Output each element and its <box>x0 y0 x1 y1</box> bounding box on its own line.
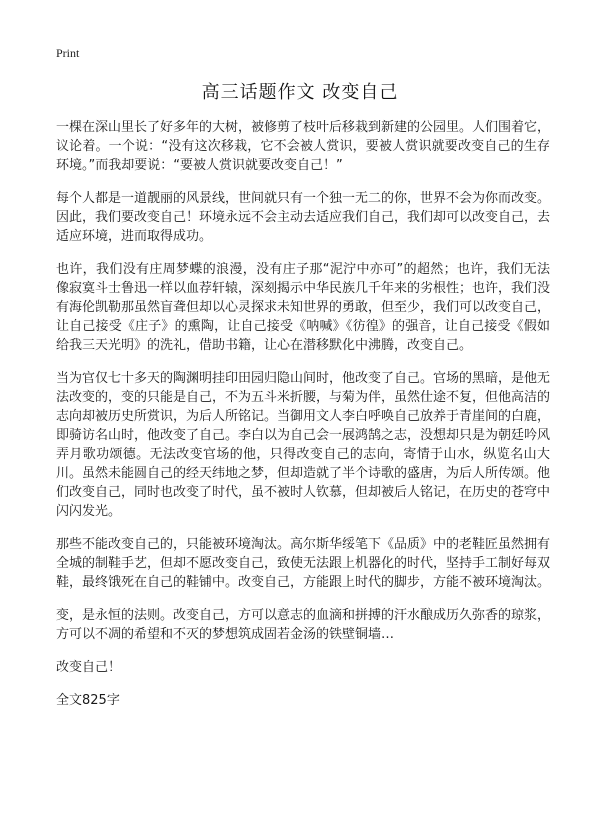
paragraph-3: 也许，我们没有庄周梦蝶的浪漫，没有庄子那“泥泞中亦可”的超然；也许，我们无法像寂寞斗士鲁迅一样以血荐轩辕，深刻揭示中华民族几千年来的劣根性；也许，我们没有海伦凯勒那虽然盲聋但却以心灵探求未知世界的勇敢，但至少，我们可以改变自己，让自己接受《庄子》的熏陶，让自己接受《呐喊》《彷徨》的强音，让自己接受《假如给我三天光明》的洗礼，借助书籍，让心在潜移默化中沸腾，改变自己。 <box>56 262 551 353</box>
closing-line: 改变自己！ <box>56 660 122 675</box>
word-count: 全文825字 <box>56 693 120 708</box>
page-title: 高三话题作文 改变自己 <box>201 82 399 103</box>
article-body <box>56 118 550 710</box>
print-link[interactable]: Print <box>56 46 80 60</box>
paragraph-4: 当为官仅七十多天的陶渊明挂印田园归隐山间时，他改变了自己。官场的黑暗，是他无法改变的，变的只能是自己，不为五斗米折腰，与菊为伴，虽然仕途不复，但他高洁的志向却被历史所赏识，为后人所铭记。当御用文人李白呼唤自己放养于青崖间的白鹿，即骑访名山时，他改变了自己。李白以为自己会一展鸿鹄之志，没想却只是为朝廷吟风弄月歌功颂德。无法改变官场的他，只得改变自己的志向，寄情于山水，纵览名山大川。虽然未能圆自己的经天纬地之梦，但却造就了半个诗歌的盛唐，为后人所传颂。他们改变自己，同时也改变了时代，虽不被时人钦慕，但却被后人铭记，在历史的苍穹中闪闪发光。 <box>56 371 551 519</box>
paragraph-6: 变，是永恒的法则。改变自己，方可以意志的血滴和拼搏的汗水酿成历久弥香的琼浆，方可以不凋的希望和不灭的梦想筑成固若金汤的铁壁铜墙… <box>56 608 551 642</box>
paragraph-5: 那些不能改变自己的，只能被环境淘汰。高尔斯华绥笔下《品质》中的老鞋匠虽然拥有全城的制鞋手艺，但却不愿改变自己，致使无法跟上机器化的时代，坚持手工制好每双鞋，最终饿死在自己的鞋铺中。改变自己，方能跟上时代的脚步，方能不被环境淘汰。 <box>56 537 551 590</box>
paragraph-2: 每个人都是一道靓丽的风景线，世间就只有一个独一无二的你，世界不会为你而改变。因此，我们要改变自己！环境永远不会主动去适应我们自己，我们却可以改变自己，去适应环境，进而取得成功。 <box>56 191 551 244</box>
paragraph-1: 一棵在深山里长了好多年的大树，被修剪了枝叶后移栽到新建的公园里。人们围着它，议论着。一个说：“没有这次移栽，它不会被人赏识，要被人赏识就要改变自己的生存环境。”而我却要说：“要被人赏识就要改变自己！” <box>56 120 551 173</box>
